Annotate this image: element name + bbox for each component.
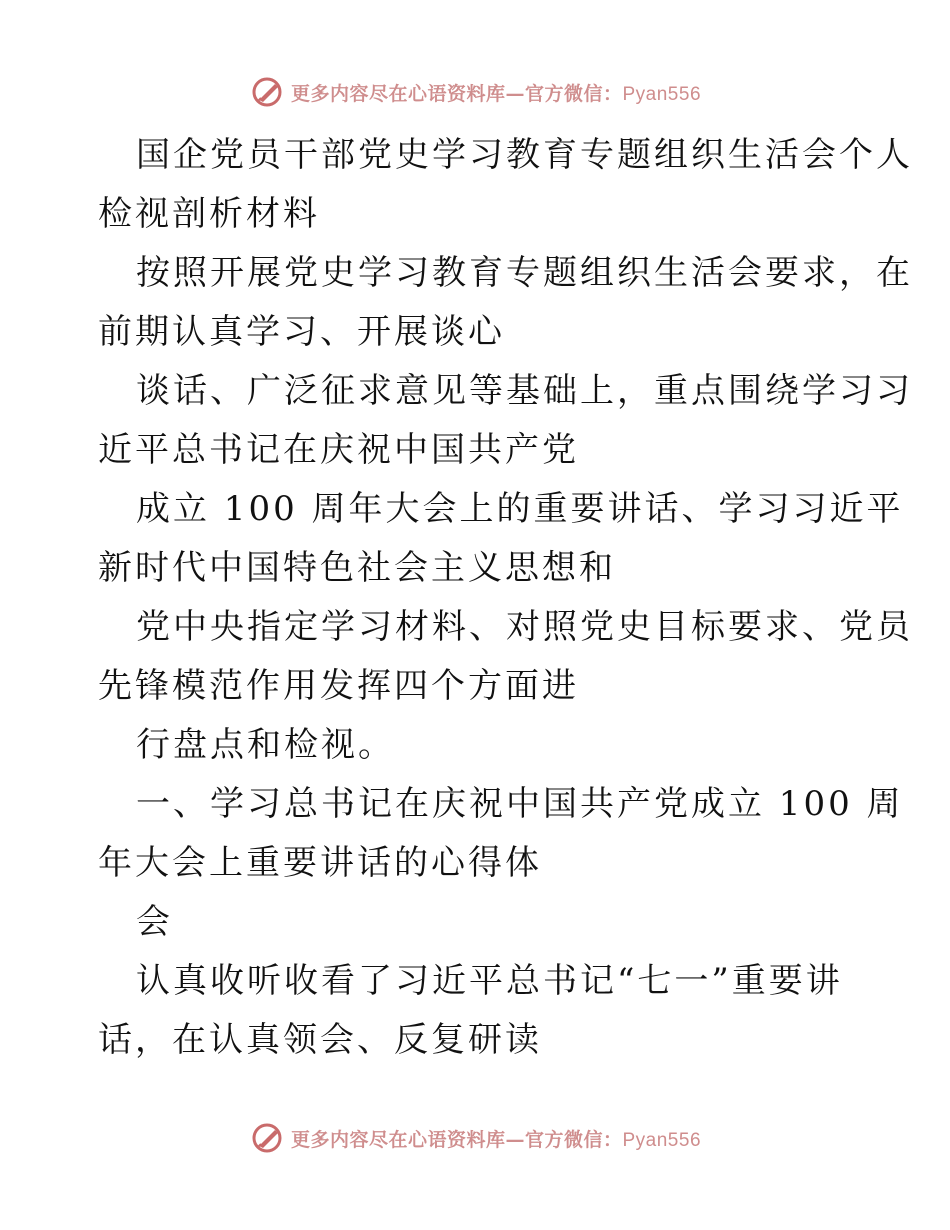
- quill-circle-icon: [249, 74, 285, 110]
- text-line: 谈话、广泛征求意见等基础上，重点围绕学习习: [136, 371, 913, 411]
- text-line: 先锋模范作用发挥四个方面进: [98, 666, 579, 706]
- text-line: 话，在认真领会、反复研读: [98, 1020, 542, 1060]
- text-line: 新时代中国特色社会主义思想和: [98, 548, 616, 588]
- text-line: 认真收听收看了习近平总书记“七一”重要讲: [136, 961, 843, 1001]
- text-line: 年大会上重要讲话的心得体: [98, 843, 542, 883]
- text-line: 近平总书记在庆祝中国共产党: [98, 430, 579, 470]
- header-watermark: [0, 72, 950, 112]
- text-line: 党中央指定学习材料、对照党史目标要求、党员: [136, 607, 913, 647]
- text-line: 行盘点和检视。: [136, 725, 395, 765]
- quill-circle-icon: [249, 1120, 285, 1156]
- text-line: 一、学习总书记在庆祝中国共产党成立 100 周: [136, 784, 904, 824]
- text-line: 按照开展党史学习教育专题组织生活会要求，在: [136, 253, 913, 293]
- watermark-wechat-id: Pyan556: [622, 83, 702, 105]
- watermark-wechat-id: Pyan556: [622, 1129, 702, 1151]
- document-body: [98, 126, 913, 1070]
- watermark-text: 更多内容尽在心语资料库—官方微信：Pyan556: [290, 82, 702, 105]
- text-line: 检视剖析材料: [98, 194, 320, 234]
- footer-watermark: [0, 1118, 950, 1158]
- text-line: 成立 100 周年大会上的重要讲话、学习习近平: [136, 489, 904, 529]
- text-line: 会: [136, 902, 173, 942]
- watermark-text: 更多内容尽在心语资料库—官方微信：Pyan556: [290, 1128, 702, 1151]
- text-line: 国企党员干部党史学习教育专题组织生活会个人: [136, 135, 913, 175]
- text-line: 前期认真学习、开展谈心: [98, 312, 505, 352]
